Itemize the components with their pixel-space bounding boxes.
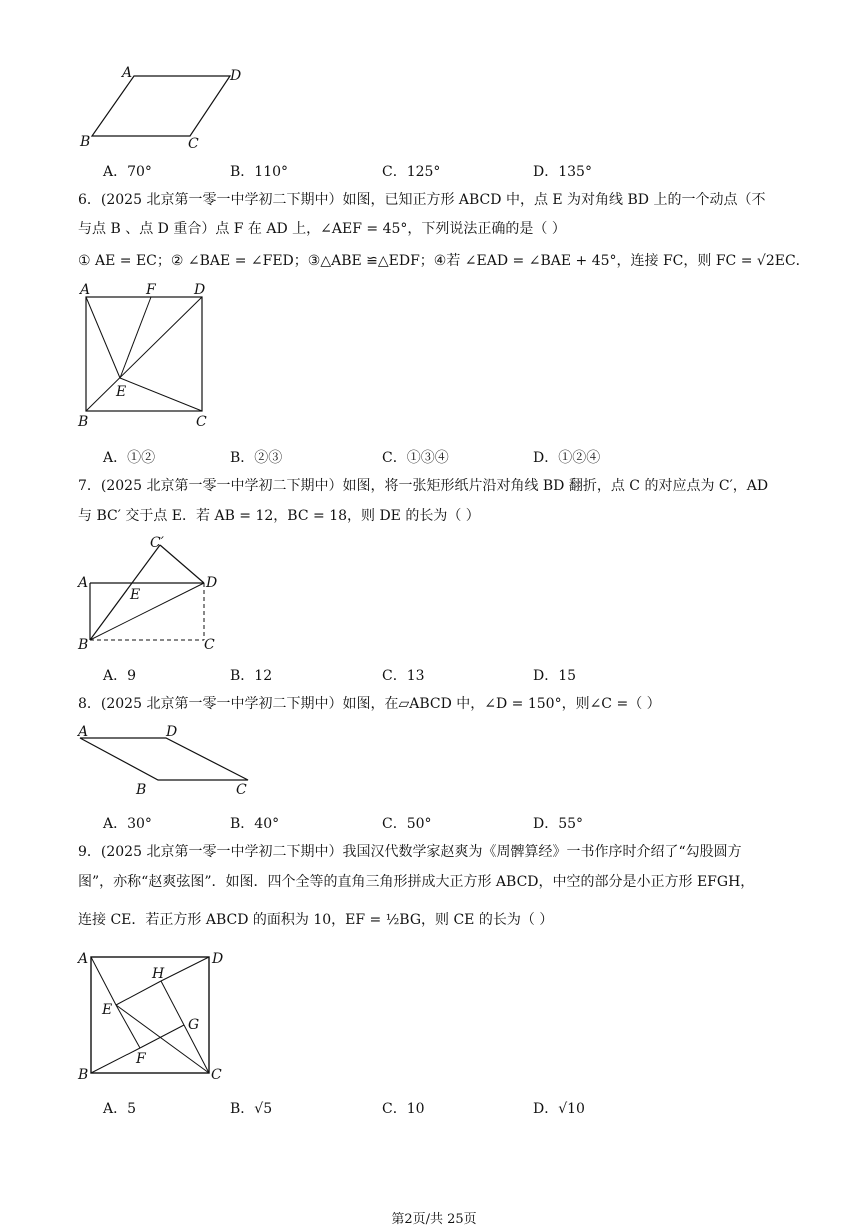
q5-option-b: B．110° [230, 164, 289, 180]
q8-options [0, 813, 868, 835]
q9-option-b: B．√5 [230, 1101, 273, 1117]
q5-label-b: B [80, 134, 91, 150]
q9-label-b: B [78, 1067, 89, 1083]
q9-label-d: D [212, 951, 224, 967]
q6-stem-line1: 6．(2025 北京第一零一中学初二下期中）如图，已知正方形 ABCD 中，点 E 为对角线 BD 上的一个动点（不 [78, 192, 766, 208]
page-footer: 第2页/共 25页 [391, 1212, 477, 1227]
q6-label-f: F [146, 282, 156, 298]
q7-label-c: C [204, 637, 215, 653]
q9-label-a: A [78, 951, 89, 967]
q6-options [0, 447, 868, 469]
q7-stem-line1: 7．(2025 北京第一零一中学初二下期中）如图，将一张矩形纸片沿对角线 BD 翻折，点 C 的对应点为 C′，AD [78, 478, 769, 494]
q6-label-b: B [78, 414, 89, 430]
q8-option-c: C．50° [382, 816, 432, 832]
q9-stem-line1: 9．(2025 北京第一零一中学初二下期中）我国汉代数学家赵爽为《周髀算经》一书作序时介绍了“勾股圆方 [78, 844, 742, 860]
q7-label-d: D [206, 575, 218, 591]
q7-option-d: D．15 [533, 668, 577, 684]
q6-stem-line3: ① AE = EC；② ∠BAE = ∠FED；③△ABE ≌△EDF；④若 ∠EAD = ∠BAE + 45°，连接 FC，则 FC = √2EC． [78, 253, 810, 269]
q5-option-a: A．70° [103, 164, 152, 180]
q8-option-a: A．30° [103, 816, 152, 832]
q5-option-d: D．135° [533, 164, 592, 180]
q9-options [0, 1098, 868, 1120]
q7-options [0, 665, 868, 687]
q6-option-b: B．②③ [230, 450, 283, 466]
q7-label-b: B [78, 637, 89, 653]
q5-label-a: A [122, 65, 133, 81]
q6-option-d: D．①②④ [533, 450, 601, 466]
q7-option-b: B．12 [230, 668, 273, 684]
q9-label-f: F [136, 1051, 146, 1067]
q7-label-e: E [130, 587, 141, 603]
q9-stem-line2: 图”，亦称“赵爽弦图”．如图．四个全等的直角三角形拼成大正方形 ABCD，中空的部分是小正方形 EFGH， [78, 874, 755, 890]
q9-option-d: D．√10 [533, 1101, 585, 1117]
q6-label-e: E [116, 384, 127, 400]
q9-option-c: C．10 [382, 1101, 425, 1117]
q6-label-a: A [80, 282, 91, 298]
q6-label-c: C [196, 414, 207, 430]
q9-label-c: C [211, 1067, 222, 1083]
q7-option-c: C．13 [382, 668, 425, 684]
q6-figure-square [74, 280, 224, 430]
q5-label-d: D [230, 68, 242, 84]
q7-label-c-prime: C′ [150, 535, 164, 551]
q6-label-d: D [194, 282, 206, 298]
q6-option-c: C．①③④ [382, 450, 449, 466]
q7-figure-folded-rectangle [74, 533, 234, 657]
q9-figure-zhao-shuang-square [74, 948, 234, 1084]
q6-stem-line2: 与点 B 、点 D 重合）点 F 在 AD 上，∠AEF = 45°，下列说法正确的是（ ） [78, 221, 566, 237]
q8-option-b: B．40° [230, 816, 280, 832]
q6-option-a: A．①② [103, 450, 156, 466]
q5-figure-parallelogram [78, 64, 258, 150]
q7-stem-line2: 与 BC′ 交于点 E．若 AB = 12，BC = 18，则 DE 的长为（ ） [78, 508, 480, 524]
q8-figure-parallelogram [74, 722, 264, 802]
q7-option-a: A．9 [103, 668, 137, 684]
q8-option-d: D．55° [533, 816, 584, 832]
q8-label-c: C [236, 782, 247, 798]
q8-label-d: D [166, 724, 178, 740]
q5-option-c: C．125° [382, 164, 441, 180]
q9-label-e: E [102, 1002, 113, 1018]
q9-label-g: G [188, 1017, 200, 1033]
q9-stem-line3: 连接 CE．若正方形 ABCD 的面积为 10，EF = ½BG，则 CE 的长为（ ） [78, 912, 554, 928]
q8-stem-line1: 8．(2025 北京第一零一中学初二下期中）如图，在▱ABCD 中，∠D = 150°，则∠C =（ ） [78, 696, 661, 712]
q9-option-a: A．5 [103, 1101, 137, 1117]
q5-options [0, 161, 868, 183]
q8-label-b: B [136, 782, 147, 798]
q9-label-h: H [152, 966, 165, 982]
q7-label-a: A [78, 575, 89, 591]
q5-label-c: C [188, 136, 199, 150]
q8-label-a: A [78, 724, 89, 740]
